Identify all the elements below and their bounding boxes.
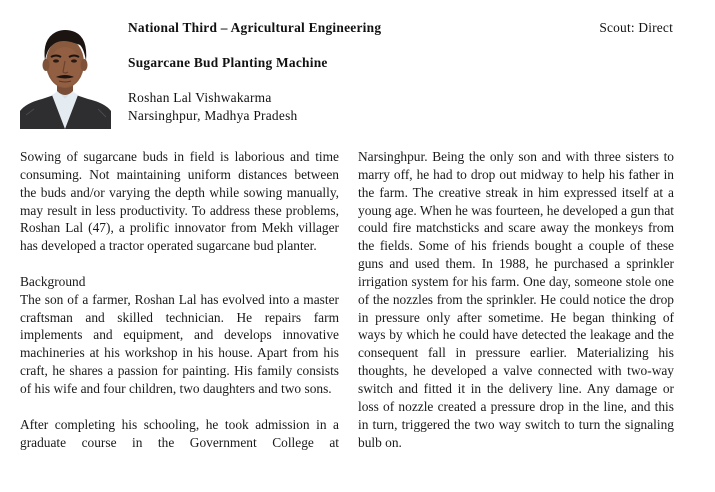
project-title: Sugarcane Bud Planting Machine bbox=[128, 55, 328, 70]
award-category: National Third – Agricultural Engineering bbox=[128, 20, 382, 35]
left-column bbox=[20, 148, 339, 451]
portrait-image bbox=[20, 19, 111, 129]
continuation-paragraph: Narsinghpur. Being the only son and with three sisters to marry off, he had to drop out midway to help his father in the farm. The creative streak in him expressed itself at a young age. When he was fourteen, he developed a gun that could fire matchsticks and scare away the monkeys from the fields. Some of his friends bought a couple of these guns and used them. In 1988, he purchased a sprinkler irrigation system for his farm. One day, someone stole one of the nozzles from the sprinkler. He could notice the drop in pressure only after sometime. He began thinking of ways by which he could have detected the leakage and the consequent fall in pressure earlier. Materializing his thoughts, he developed a valve connected with two-way switch and fitted it in the delivery line. Any damage or loss of nozzle created a pressure drop in the line, and this in turn, triggered the two way switch to turn the signaling bulb on. bbox=[358, 149, 674, 450]
section-heading-background: Background bbox=[20, 273, 86, 289]
background-paragraph: The son of a farmer, Roshan Lal has evolved into a master craftsman and skilled technician. He repairs farm implements and equipment, and develops innovative machineries at his workshop in his house. Apart from his craft, he shares a passion for painting. His family consists of his wife and four children, two daughters and two sons. bbox=[20, 291, 339, 396]
scout-label: Scout: Direct bbox=[599, 20, 673, 35]
right-column bbox=[358, 148, 674, 451]
education-paragraph: After completing his schooling, he took admission in a graduate course in the Government College at bbox=[20, 416, 339, 450]
innovator-photo bbox=[20, 19, 111, 129]
innovator-location: Narsinghpur, Madhya Pradesh bbox=[128, 108, 298, 123]
intro-paragraph: Sowing of sugarcane buds in field is laborious and time consuming. Not maintaining uniform distances between the buds and/or varying the depth while sowing manually, may result in less productivity. To address these problems, Roshan Lal (47), a prolific innovator from Mekh villager has developed a tractor operated sugarcane bud planter. bbox=[20, 149, 339, 254]
innovator-name: Roshan Lal Vishwakarma bbox=[128, 90, 272, 105]
